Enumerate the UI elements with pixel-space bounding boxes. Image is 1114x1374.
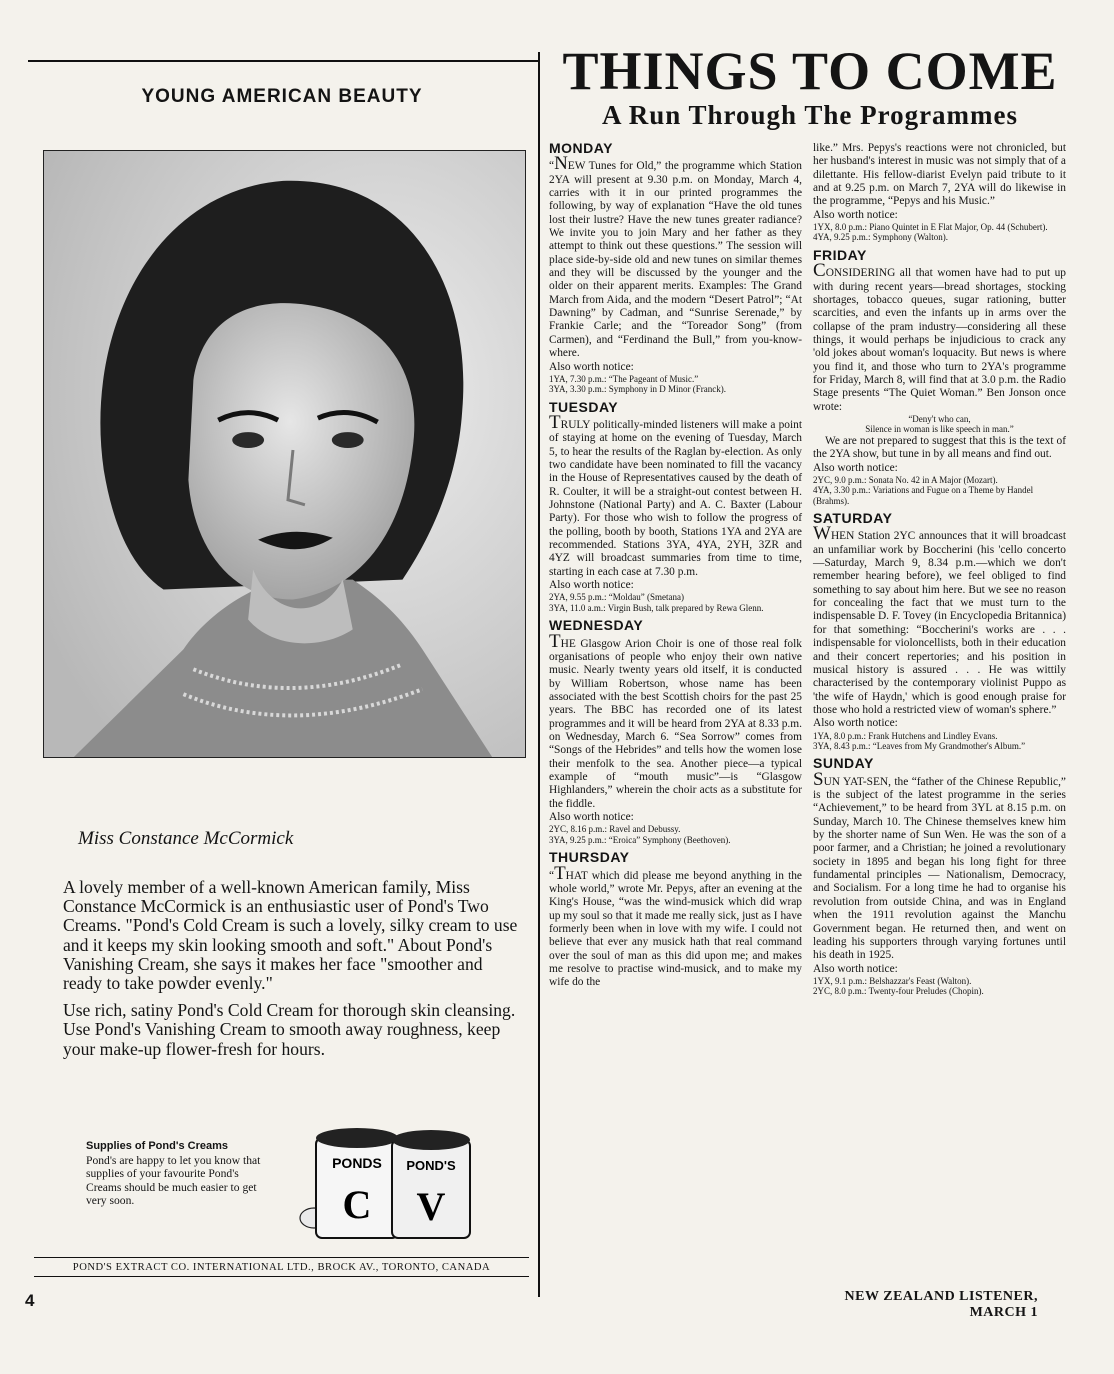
drop-cap: C bbox=[813, 260, 826, 282]
notice-item: 3YA, 11.0 a.m.: Virgin Bush, talk prepared by Rewa Glenn. bbox=[549, 602, 764, 613]
wednesday-paragraph bbox=[549, 630, 802, 811]
portrait-caption: Miss Constance McCormick bbox=[78, 828, 294, 849]
sunday-paragraph bbox=[813, 768, 1066, 963]
top-rule bbox=[28, 60, 540, 62]
tuesday-text: RULY politically-minded listeners will make a point of staying at home on the evening of Tuesday, March 5, to hear the results of the Raglan by-election. As only two candidate have been nominated to fill the vacancy in the House of Representatives caused by the death of R. Coulter, it will be a straight-out contest between H. Johnstone (National Party) and A. C. Baxter (Labour Party). For those who wish to follow the progress of the polling, booth by booth, Stations 1YA and 2YA are recommended. Stations 3YA, 4YA, 2YH, 3ZR and 4YZ will broadcast summaries from time to time, starting in each case at 7.30 p.m. bbox=[549, 419, 802, 578]
sunday-text: UN YAT-SEN, the “father of the Chinese Republic,” is the subject of the latest programme in the series “Achievement,” to be heard from 3YL at 8.15 p.m. on Sunday, March 10. The Chinese themselves knew him by the shorter name of Sun Wen. He was the son of a poor farmer, and a Christian; he joined a revolutionary society in 1895 and began his long fight for three fundamental principles — Nationalism, Democracy, and Socialism. For a long time he had to organise his revolution from outside China, and was in England when the 1911 revolution against the Manchu Government began. He returned then, and went on leading his supporters through varying fortunes until his death in 1925. bbox=[813, 775, 1066, 962]
drop-cap: W bbox=[813, 523, 831, 545]
saturday-paragraph bbox=[813, 523, 1066, 717]
day-heading-tuesday: TUESDAY bbox=[549, 398, 619, 415]
notice-item: 4YA, 9.25 p.m.: Symphony (Walton). bbox=[813, 232, 949, 243]
notice-item: 1YX, 9.1 p.m.: Belshazzar's Feast (Walton). bbox=[813, 975, 972, 986]
supplies-text: Pond's are happy to let you know that supplies of your favourite Pond's Creams should be much easier to get very soon. bbox=[86, 1153, 261, 1208]
jar-left-label: PONDS bbox=[332, 1155, 382, 1171]
day-heading-sunday: SUNDAY bbox=[813, 755, 874, 772]
footer-rule bbox=[34, 1257, 529, 1258]
jar-right-label: POND'S bbox=[406, 1158, 456, 1173]
wednesday-text: HE Glasgow Arion Choir is one of those real folk organisations of people who enjoy their own native music. Nearly twenty years old itself, it is conducted by William Robertson, whose name has been associated with the best Scottish choirs for the past 25 years. The BBC has recorded one of its latest programmes and it will be heard from 2YA at 8.33 p.m. on Wednesday, March 6. “Sea Sorrow” comes from “Songs of the Hebrides” and tells how the women lose their menfolk to the sea. Another piece—a typical example of “mouth music”—is “Glasgow Highlanders,” wherein the choir acts as a substitute for the fiddle. bbox=[549, 637, 802, 810]
ad-footer: POND'S EXTRACT CO. INTERNATIONAL LTD., BROCK AV., TORONTO, CANADA bbox=[72, 1262, 491, 1273]
footer-rule bbox=[34, 1276, 529, 1277]
verse-quote: Silence in woman is like speech in man.” bbox=[865, 424, 1014, 435]
column-divider bbox=[538, 52, 540, 1297]
ad-paragraph: A lovely member of a well-known American family, Miss Constance McCormick is an enthusiastic user of Pond's Two Creams. "Pond's Cold Cream is such a lovely, silky cream to use and it keeps my skin looking smooth and soft." About Pond's Vanishing Cream, she says it makes her face "smoother and ready to take powder evenly." bbox=[63, 877, 518, 994]
page-number: 4 bbox=[25, 1291, 35, 1310]
notice-item: 3YA, 9.25 p.m.: “Eroica” Symphony (Beethoven). bbox=[549, 834, 731, 845]
monday-paragraph bbox=[549, 153, 802, 360]
also-notice: Also worth notice: bbox=[813, 717, 898, 730]
also-notice: Also worth notice: bbox=[549, 811, 634, 824]
jar-left-letter: C bbox=[342, 1182, 372, 1227]
publication-footer: NEW ZEALAND LISTENER, MARCH 1 bbox=[844, 1289, 1038, 1320]
tuesday-paragraph bbox=[549, 412, 802, 579]
jar-right-letter: V bbox=[416, 1184, 446, 1229]
day-heading-monday: MONDAY bbox=[549, 140, 613, 156]
drop-cap: T bbox=[549, 412, 561, 433]
ad-body bbox=[63, 878, 523, 1067]
ad-paragraph: Use rich, satiny Pond's Cold Cream for thorough skin cleansing. Use Pond's Vanishing Cream to smooth away roughness, keep your make-up flower-fresh for hours. bbox=[63, 1000, 516, 1059]
notice-item: 2YA, 9.55 p.m.: “Moldau” (Smetana) bbox=[549, 592, 684, 603]
notice-item: 3YA, 3.30 p.m.: Symphony in D Minor (Franck). bbox=[549, 384, 726, 395]
notice-item: 1YA, 8.0 p.m.: Frank Hutchens and Lindley Evans. bbox=[813, 730, 998, 741]
quote-mark: “ bbox=[549, 160, 555, 173]
page-subtitle: A Run Through The Programmes bbox=[601, 100, 1019, 130]
drop-cap: N bbox=[554, 153, 568, 175]
verse-quote: “Deny't who can, bbox=[908, 414, 971, 424]
ponds-jars-illustration bbox=[292, 1118, 492, 1246]
drop-cap: T bbox=[549, 630, 561, 652]
also-notice: Also worth notice: bbox=[813, 461, 898, 474]
article-column-1 bbox=[549, 142, 802, 990]
day-heading-saturday: SATURDAY bbox=[813, 510, 893, 527]
friday-paragraph bbox=[813, 260, 1066, 414]
notice-item: 3YA, 8.43 p.m.: “Leaves from My Grandmother's Album.” bbox=[813, 740, 1026, 751]
notice-item: 1YA, 7.30 p.m.: “The Pageant of Music.” bbox=[549, 373, 699, 384]
portrait-photo bbox=[43, 150, 526, 758]
thursday-continuation: like.” Mrs. Pepys's reactions were not chronicled, but her husband's interest in music was not simply that of a dilettante. His fellow-diarist Evelyn paid tribute to it and at 9.25 p.m. on March 7, 2YA will do likewise in the programme, “Pepys and his Music.” bbox=[813, 142, 1066, 208]
notice-item: 2YC, 8.0 p.m.: Twenty-four Preludes (Chopin). bbox=[813, 986, 984, 997]
notice-item: 2YC, 8.16 p.m.: Ravel and Debussy. bbox=[549, 824, 681, 835]
page-title: THINGS TO COME bbox=[562, 41, 1058, 101]
also-notice: Also worth notice: bbox=[549, 579, 634, 592]
also-notice: Also worth notice: bbox=[813, 962, 898, 975]
drop-cap: T bbox=[554, 862, 566, 884]
also-notice: Also worth notice: bbox=[549, 360, 634, 373]
article-column-2 bbox=[813, 142, 1066, 997]
friday-text: ONSIDERING all that women have had to put up with during recent years—bread shortages, stocking shortages, tobacco queues, sugar rationing, butter scarcities, and even the infants up in arms over the collapse of the pram industry—considering all these things, it would perhaps be injudicious to crack any 'old jokes about woman's loquacity. But news is where you find it, and those who turn to 2YA's programme for Friday, March 8, will find that at 3.0 p.m. the Radio Stage presents “The Quiet Woman.” Ben Jonson once wrote: bbox=[813, 267, 1066, 413]
thursday-paragraph bbox=[549, 862, 802, 990]
friday-after: We are not prepared to suggest that this is the text of the 2YA show, but tune in by all means and find out. bbox=[813, 434, 1066, 461]
quote-mark: “ bbox=[549, 869, 555, 882]
drop-cap: S bbox=[813, 768, 824, 790]
notice-item: 4YA, 3.30 p.m.: Variations and Fugue on a Theme by Handel (Brahms). bbox=[813, 485, 1034, 506]
supplies-notice bbox=[86, 1140, 266, 1208]
day-heading-friday: FRIDAY bbox=[813, 246, 867, 263]
saturday-text: HEN Station 2YC announces that it will broadcast an unfamiliar work by Boccherini (his 'cello concerto—Saturday, March 9, 8.34 p.m.—which we don't remember hearing before), we feel obliged to find something to say about him here. But we see no reason for concealing the fact that we must turn to the indispensable D. F. Tovey (in Encyclopedia Britannica) for that something: “Boccherini's works are . . . indispensable for violoncellists, both in their education and their concert repertories; and his position in musical history is assured . . . He was wittily characterised by the contemporary violinist Puppo as 'the wife of Haydn,' which is good enough praise for those who hold a restricted view of woman's sphere.” bbox=[813, 530, 1066, 716]
thursday-text: HAT which did please me beyond anything in the whole world,” wrote Mr. Pepys, after an evening at the King's House, “was the wind-musick which did wrap up my soul so that it made me really sick, just as I have formerly been when in love with my wife. I could not believe that ever any musick hath that real command over the soul of man as this did upon me; and makes me resolve to practise wind-musick, and to make my wife do the bbox=[549, 869, 802, 989]
day-heading-wednesday: WEDNESDAY bbox=[549, 617, 644, 634]
notice-item: 1YX, 8.0 p.m.: Piano Quintet in E Flat Major, Op. 44 (Schubert). bbox=[813, 222, 1048, 233]
also-notice: Also worth notice: bbox=[813, 208, 898, 221]
ad-title: YOUNG AMERICAN BEAUTY bbox=[141, 86, 423, 107]
supplies-heading: Supplies of Pond's Creams bbox=[86, 1140, 228, 1152]
day-heading-thursday: THURSDAY bbox=[549, 849, 630, 866]
notice-item: 2YC, 9.0 p.m.: Sonata No. 42 in A Major (Mozart). bbox=[813, 474, 998, 485]
monday-text: EW Tunes for Old,” the programme which Station 2YA will present at 9.30 p.m. on Monday, March 4, carries with it in our printed programmes the following, by way of explanation “Have the old tunes lost their lustre? Have the new tunes greater radiance? We invite you to join Mary and her father as they attempt to think out these questions.” The session will place side-by-side old and new tunes on similar themes and they will be discussed by the younger and the older on their apparent merits. Examples: The Grand March from Aida, and the modern “Desert Patrol”; “At Dawning” by Cadman, and “Sunrise Serenade,” by Frankie Carle; and the “Toreador Song” (from Carmen), and “Ferdinand the Bull,” from you-know-where. bbox=[549, 160, 802, 360]
